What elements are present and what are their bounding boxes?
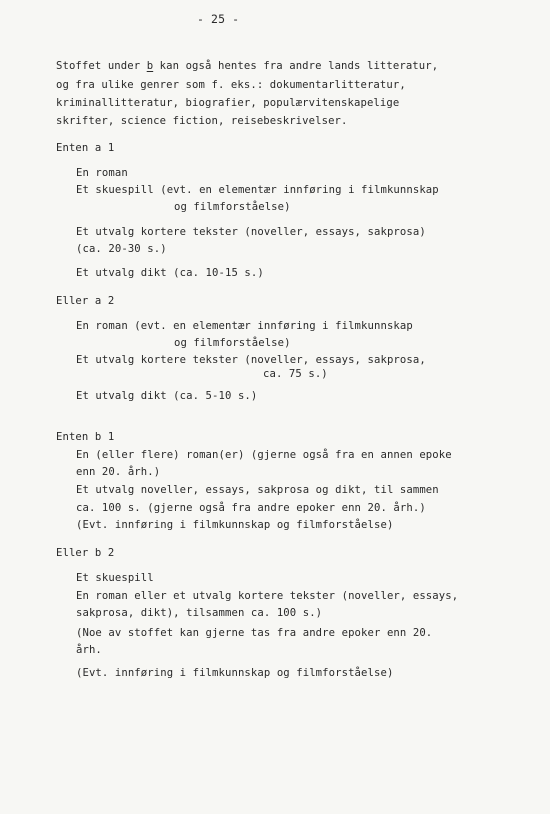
section-b1-line-4: ca. 100 s. (gjerne også fra andre epoker enn 20. årh.) — [76, 502, 426, 514]
section-a1-line-4: Et utvalg kortere tekster (noveller, essays, sakprosa) — [76, 226, 426, 238]
section-b2-line-3: sakprosa, dikt), tilsammen ca. 100 s.) — [76, 607, 323, 619]
section-b1-line-3: Et utvalg noveller, essays, sakprosa og dikt, til sammen — [76, 484, 439, 496]
section-a1-line-1: En roman — [76, 167, 128, 179]
section-b1-line-5: (Evt. innføring i filmkunnskap og filmforståelse) — [76, 519, 394, 531]
section-a1-line-5: (ca. 20-30 s.) — [76, 243, 167, 255]
section-a1-heading: Enten a 1 — [56, 142, 115, 154]
section-a2-line-2: og filmforståelse) — [174, 337, 291, 349]
section-b2-line-4: (Noe av stoffet kan gjerne tas fra andre epoker enn 20. — [76, 627, 433, 639]
intro-line-1-post: kan også hentes fra andre lands litteratur, — [153, 60, 439, 72]
section-b2-line-2: En roman eller et utvalg kortere tekster (noveller, essays, — [76, 590, 459, 602]
section-a2-line-5: Et utvalg dikt (ca. 5-10 s.) — [76, 390, 258, 402]
intro-line-2: og fra ulike genrer som f. eks.: dokumentarlitteratur, — [56, 79, 406, 91]
section-b2-line-6: (Evt. innføring i filmkunnskap og filmforståelse) — [76, 667, 394, 679]
section-a1-line-6: Et utvalg dikt (ca. 10-15 s.) — [76, 267, 264, 279]
intro-line-4: skrifter, science fiction, reisebeskrivelser. — [56, 115, 348, 127]
section-a2-line-4: ca. 75 s.) — [263, 368, 328, 380]
section-a1-line-3: og filmforståelse) — [174, 201, 291, 213]
section-a2-heading: Eller a 2 — [56, 295, 115, 307]
section-a1-line-2: Et skuespill (evt. en elementær innføring i filmkunnskap — [76, 184, 439, 196]
intro-line-3: kriminallitteratur, biografier, populærvitenskapelige — [56, 97, 400, 109]
section-b2-line-5: årh. — [76, 644, 102, 656]
section-a2-line-1: En roman (evt. en elementær innføring i filmkunnskap — [76, 320, 413, 332]
section-b1-heading: Enten b 1 — [56, 431, 115, 443]
section-b1-line-1: En (eller flere) roman(er) (gjerne også fra en annen epoke — [76, 449, 452, 461]
section-b1-line-2: enn 20. årh.) — [76, 466, 161, 478]
page-number: - 25 - — [197, 12, 240, 26]
intro-line-1 — [56, 59, 438, 73]
intro-line-1-pre: Stoffet under — [56, 60, 147, 72]
section-b2-line-1: Et skuespill — [76, 572, 154, 584]
section-b2-heading: Eller b 2 — [56, 547, 115, 559]
intro-line-1-b: b — [146, 60, 154, 72]
section-a2-line-3: Et utvalg kortere tekster (noveller, essays, sakprosa, — [76, 354, 426, 366]
